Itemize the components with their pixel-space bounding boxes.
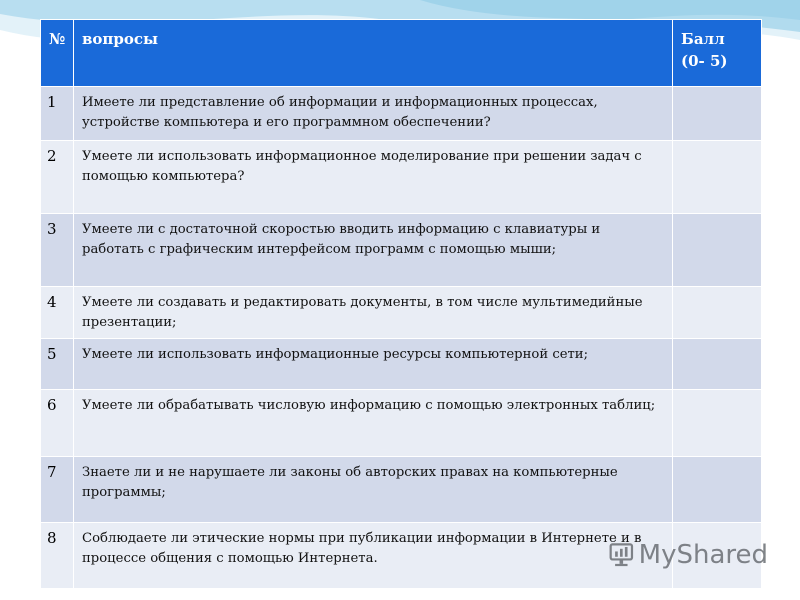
question-text: Умеете ли обрабатывать числовую информацию с помощью электронных таблиц; (82, 398, 656, 413)
table-row (41, 141, 762, 214)
row-number: 4 (47, 293, 57, 311)
watermark-text: MyShared (638, 540, 768, 570)
question-cell (74, 339, 673, 390)
question-cell (74, 287, 673, 339)
header-number (41, 20, 74, 87)
row-number: 1 (47, 93, 57, 111)
table-header-row (41, 20, 762, 87)
score-cell[interactable] (673, 339, 762, 390)
table-row (41, 390, 762, 457)
watermark (608, 538, 768, 572)
row-number: 7 (47, 463, 57, 481)
question-cell (74, 523, 673, 589)
header-score-label: Балл (0- 5) (681, 30, 728, 70)
table-row (41, 287, 762, 339)
row-number-cell (41, 457, 74, 523)
score-cell[interactable] (673, 287, 762, 339)
row-number: 8 (47, 529, 57, 547)
question-text: Умеете ли использовать информационные ресурсы компьютерной сети; (82, 347, 589, 362)
table-row (41, 457, 762, 523)
survey-table (40, 19, 762, 589)
row-number-cell (41, 141, 74, 214)
table-row (41, 339, 762, 390)
row-number-cell (41, 339, 74, 390)
score-cell[interactable] (673, 390, 762, 457)
question-cell (74, 214, 673, 287)
question-text: Знаете ли и не нарушаете ли законы об авторских правах на компьютерные программы; (82, 465, 618, 500)
table-row (41, 87, 762, 141)
header-questions-label: вопросы (82, 30, 159, 48)
row-number-cell (41, 214, 74, 287)
score-cell[interactable] (673, 87, 762, 141)
row-number-cell (41, 523, 74, 589)
row-number: 5 (47, 345, 57, 363)
watermark-logo-icon (608, 540, 635, 570)
header-questions (74, 20, 673, 87)
question-cell (74, 390, 673, 457)
score-cell[interactable] (673, 457, 762, 523)
question-cell (74, 141, 673, 214)
header-score (673, 20, 762, 87)
question-cell (74, 87, 673, 141)
question-text: Умеете ли создавать и редактировать документы, в том числе мультимедийные презентации; (82, 295, 643, 330)
question-text: Умеете ли с достаточной скоростью вводить информацию с клавиатуры и работать с графическим интерфейсом программ с помощью мыши; (82, 222, 601, 257)
row-number: 2 (47, 147, 57, 165)
row-number: 6 (47, 396, 57, 414)
header-number-label: № (49, 30, 66, 48)
question-text: Имеете ли представление об информации и информационных процессах, устройстве компьютера и его программном обеспечении? (82, 95, 598, 130)
row-number-cell (41, 87, 74, 141)
score-cell[interactable] (673, 141, 762, 214)
question-text: Соблюдаете ли этические нормы при публикации информации в Интернете и в процессе общения с помощью Интернета. (82, 531, 642, 566)
row-number-cell (41, 287, 74, 339)
table-row (41, 214, 762, 287)
row-number: 3 (47, 220, 57, 238)
question-text: Умеете ли использовать информационное моделирование при решении задач с помощью компьютера? (82, 149, 642, 184)
survey-table-container (40, 19, 761, 587)
score-cell[interactable] (673, 214, 762, 287)
row-number-cell (41, 390, 74, 457)
question-cell (74, 457, 673, 523)
